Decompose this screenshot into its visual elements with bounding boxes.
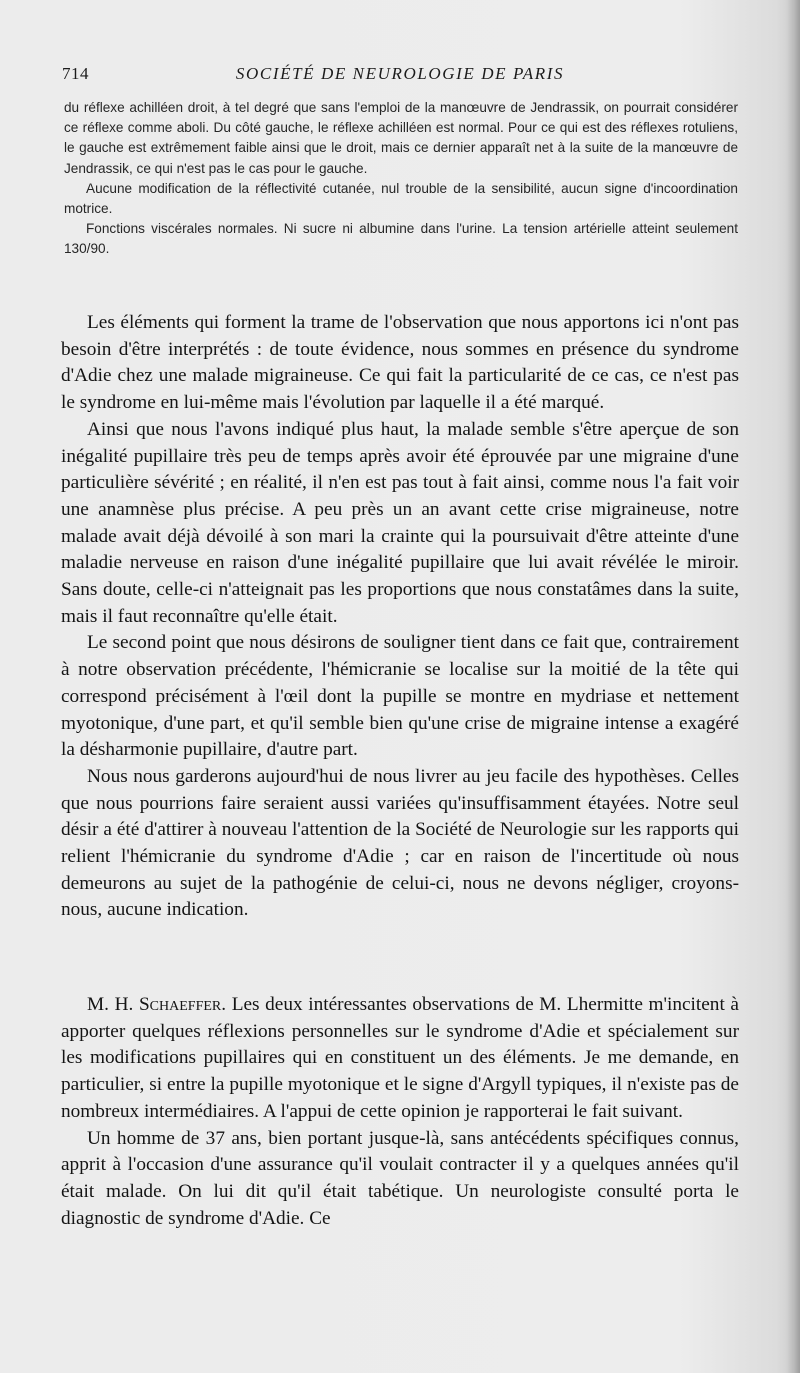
body-paragraph [61,992,739,1126]
body-paragraph: Les éléments qui forment la trame de l'observation que nous apportons ici n'ont pas besoin d'être interprétés : de toute évidence, nous sommes en présence du syndrome d'Adie chez une malade migraineuse. Ce qui fait la particularité de ce cas, ce n'est pas le syndrome en lui-même mais l'évolution par laquelle il a été marqué. [61,312,739,414]
body-paragraph: Un homme de 37 ans, bien portant jusque-là, sans antécédents spécifiques connus, apprit à l'occasion d'une assurance qu'il voulait contracter il y a quelques années qu'il était malade. On lui dit qu'il était tabétique. Un neurologiste consulté porta le diagnostic de syndrome d'Adie. Ce [61,1127,739,1229]
small-paragraph: du réflexe achilléen droit, à tel degré que sans l'emploi de la manœuvre de Jendrassik, on pourrait considérer ce réflexe comme aboli. Du côté gauche, le réflexe achilléen est normal. Pour ce qui est des réflexes rotuliens, le gauche est extrêmement faible ainsi que le droit, mais ce dernier apparaît net à la suite de la manœuvre de Jendrassik, ce qui n'est pas le cas pour le gauche. [64,100,738,176]
paragraph-text: . Les deux intéressantes observations de M. Lhermitte m'incitent à apporter quelques réflexions personnelles sur le syndrome d'Adie et spécialement sur les modifications pupillaires qui en constituent un des éléments. Je me demande, en particulier, si entre la pupille myotonique et le signe d'Argyll typiques, il n'existe pas de nombreux intermédiaires. A l'appui de cette opinion je rapporterai le fait suivant. [61,994,739,1122]
small-paragraph: Aucune modification de la réflectivité cutanée, nul trouble de la sensibilité, aucun signe d'incoordination motrice. [64,180,738,217]
small-paragraph: Fonctions viscérales normales. Ni sucre ni albumine dans l'urine. La tension artérielle atteint seulement 130/90. [64,221,738,257]
body-paragraph: Le second point que nous désirons de souligner tient dans ce fait que, contrairement à notre observation précédente, l'hémicranie se localise sur la moitié de la tête qui correspond précisément à l'œil dont la pupille se montre en mydriase et nettement myotonique, d'une part, et qu'il semble bien qu'une crise de migraine intense a exagéré la désharmonie pupillaire, d'autre part. [61,632,739,761]
speaker-prefix: M. H. [87,994,139,1015]
schaeffer-section [61,992,739,1232]
discussion-section [61,310,739,924]
body-paragraph: Ainsi que nous l'avons indiqué plus haut, la malade semble s'être aperçue de son inégalité pupillaire très peu de temps après avoir été éprouvée par une migraine d'une particulière sévérité ; en réalité, il n'en est pas tout à fait ainsi, comme nous l'a fait voir une anamnèse plus précise. A peu près un an avant cette crise migraineuse, notre malade avait déjà dévoilé à son mari la crainte qui la poursuivait d'être atteinte d'une maladie nerveuse en raison d'une inégalité pupillaire que lui avait révélée le miroir. Sans doute, celle-ci n'atteignait pas les proportions que nous constatâmes dans la suite, mais il faut reconnaître qu'elle était. [61,418,739,627]
speaker-name: Schaeffer [138,994,222,1015]
running-title: SOCIÉTÉ DE NEUROLOGIE DE PARIS [235,64,565,83]
page-header [62,64,738,88]
page-edge-shadow [786,0,800,1373]
small-print-block [64,98,738,260]
page-number: 714 [62,64,89,83]
body-paragraph: Nous nous garderons aujourd'hui de nous livrer au jeu facile des hypothèses. Celles que nous pourrions faire seraient aussi variées qu'insuffisamment étayées. Notre seul désir a été d'attirer à nouveau l'attention de la Société de Neurologie sur les rapports qui relient l'hémicranie du syndrome d'Adie ; car en raison de l'incertitude où nous demeurons au sujet de la pathogénie de celui-ci, nous ne devons négliger, croyons-nous, aucune indication. [61,765,739,921]
